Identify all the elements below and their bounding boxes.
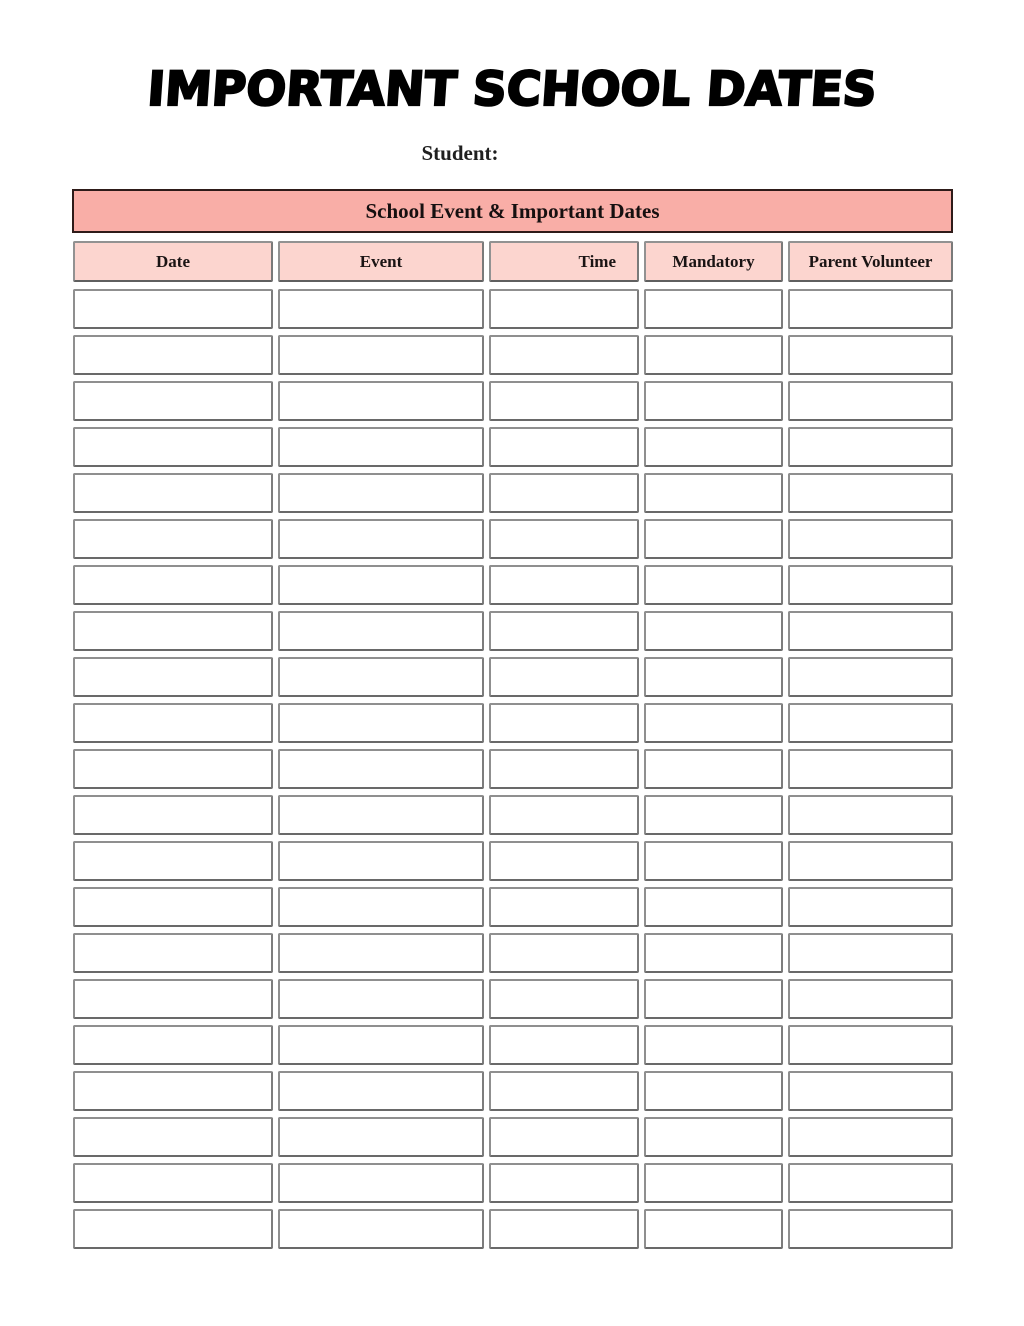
cell-mandatory — [644, 703, 783, 743]
cell-event — [278, 1025, 484, 1065]
cell-parent-volunteer — [788, 1117, 953, 1157]
cell-parent-volunteer — [788, 795, 953, 835]
cell-time — [489, 749, 639, 789]
cell-event — [278, 749, 484, 789]
cell-event — [278, 611, 484, 651]
cell-parent-volunteer — [788, 381, 953, 421]
cell-event — [278, 381, 484, 421]
cell-mandatory — [644, 473, 783, 513]
column-header-date: Date — [73, 241, 273, 282]
cell-event — [278, 841, 484, 881]
cell-mandatory — [644, 1025, 783, 1065]
column-header-parent-volunteer: Parent Volunteer — [788, 241, 953, 282]
cell-time — [489, 381, 639, 421]
cell-mandatory — [644, 519, 783, 559]
cell-mandatory — [644, 657, 783, 697]
cell-event — [278, 887, 484, 927]
cell-date — [73, 611, 273, 651]
column-header-time: Time — [489, 241, 639, 282]
cell-date — [73, 565, 273, 605]
cell-mandatory — [644, 841, 783, 881]
cell-time — [489, 427, 639, 467]
cell-mandatory — [644, 887, 783, 927]
cell-mandatory — [644, 1163, 783, 1203]
cell-date — [73, 657, 273, 697]
cell-mandatory — [644, 611, 783, 651]
cell-mandatory — [644, 795, 783, 835]
cell-time — [489, 519, 639, 559]
page-title: IMPORTANT SCHOOL DATES — [145, 62, 879, 117]
cell-time — [489, 703, 639, 743]
cell-time — [489, 979, 639, 1019]
table-body — [73, 289, 953, 1249]
cell-parent-volunteer — [788, 841, 953, 881]
cell-time — [489, 1163, 639, 1203]
cell-time — [489, 1071, 639, 1111]
cell-time — [489, 1117, 639, 1157]
cell-date — [73, 1209, 273, 1249]
cell-time — [489, 1209, 639, 1249]
cell-time — [489, 611, 639, 651]
cell-mandatory — [644, 289, 783, 329]
cell-date — [73, 1071, 273, 1111]
cell-event — [278, 1163, 484, 1203]
cell-date — [73, 979, 273, 1019]
cell-time — [489, 565, 639, 605]
table-header-row — [73, 241, 953, 282]
cell-event — [278, 565, 484, 605]
cell-parent-volunteer — [788, 1025, 953, 1065]
cell-event — [278, 1117, 484, 1157]
cell-parent-volunteer — [788, 1163, 953, 1203]
cell-date — [73, 749, 273, 789]
column-header-mandatory: Mandatory — [644, 241, 783, 282]
cell-time — [489, 1025, 639, 1065]
cell-event — [278, 933, 484, 973]
cell-mandatory — [644, 749, 783, 789]
cell-parent-volunteer — [788, 703, 953, 743]
column-header-event: Event — [278, 241, 484, 282]
cell-parent-volunteer — [788, 473, 953, 513]
cell-event — [278, 795, 484, 835]
cell-date — [73, 887, 273, 927]
cell-event — [278, 703, 484, 743]
cell-parent-volunteer — [788, 749, 953, 789]
student-label: Student: — [421, 141, 499, 165]
cell-event — [278, 289, 484, 329]
cell-date — [73, 519, 273, 559]
cell-mandatory — [644, 1209, 783, 1249]
cell-event — [278, 427, 484, 467]
cell-mandatory — [644, 979, 783, 1019]
cell-parent-volunteer — [788, 933, 953, 973]
cell-parent-volunteer — [788, 335, 953, 375]
cell-parent-volunteer — [788, 657, 953, 697]
cell-parent-volunteer — [788, 887, 953, 927]
cell-event — [278, 657, 484, 697]
cell-time — [489, 289, 639, 329]
cell-parent-volunteer — [788, 519, 953, 559]
cell-event — [278, 1071, 484, 1111]
cell-event — [278, 1209, 484, 1249]
cell-parent-volunteer — [788, 427, 953, 467]
cell-time — [489, 473, 639, 513]
cell-mandatory — [644, 565, 783, 605]
cell-date — [73, 427, 273, 467]
cell-mandatory — [644, 933, 783, 973]
cell-date — [73, 703, 273, 743]
cell-event — [278, 335, 484, 375]
cell-mandatory — [644, 1117, 783, 1157]
cell-date — [73, 933, 273, 973]
cell-parent-volunteer — [788, 979, 953, 1019]
cell-event — [278, 519, 484, 559]
cell-date — [73, 473, 273, 513]
cell-date — [73, 289, 273, 329]
cell-parent-volunteer — [788, 1071, 953, 1111]
cell-date — [73, 841, 273, 881]
cell-date — [73, 335, 273, 375]
cell-parent-volunteer — [788, 565, 953, 605]
cell-time — [489, 795, 639, 835]
cell-date — [73, 795, 273, 835]
cell-event — [278, 473, 484, 513]
cell-mandatory — [644, 381, 783, 421]
cell-parent-volunteer — [788, 611, 953, 651]
cell-event — [278, 979, 484, 1019]
cell-time — [489, 335, 639, 375]
cell-time — [489, 887, 639, 927]
section-banner — [72, 189, 953, 233]
cell-date — [73, 1117, 273, 1157]
cell-parent-volunteer — [788, 1209, 953, 1249]
cell-date — [73, 1163, 273, 1203]
cell-time — [489, 841, 639, 881]
cell-mandatory — [644, 335, 783, 375]
cell-time — [489, 933, 639, 973]
cell-time — [489, 657, 639, 697]
cell-mandatory — [644, 1071, 783, 1111]
cell-mandatory — [644, 427, 783, 467]
cell-date — [73, 1025, 273, 1065]
section-title: School Event & Important Dates — [365, 198, 660, 223]
cell-date — [73, 381, 273, 421]
cell-parent-volunteer — [788, 289, 953, 329]
